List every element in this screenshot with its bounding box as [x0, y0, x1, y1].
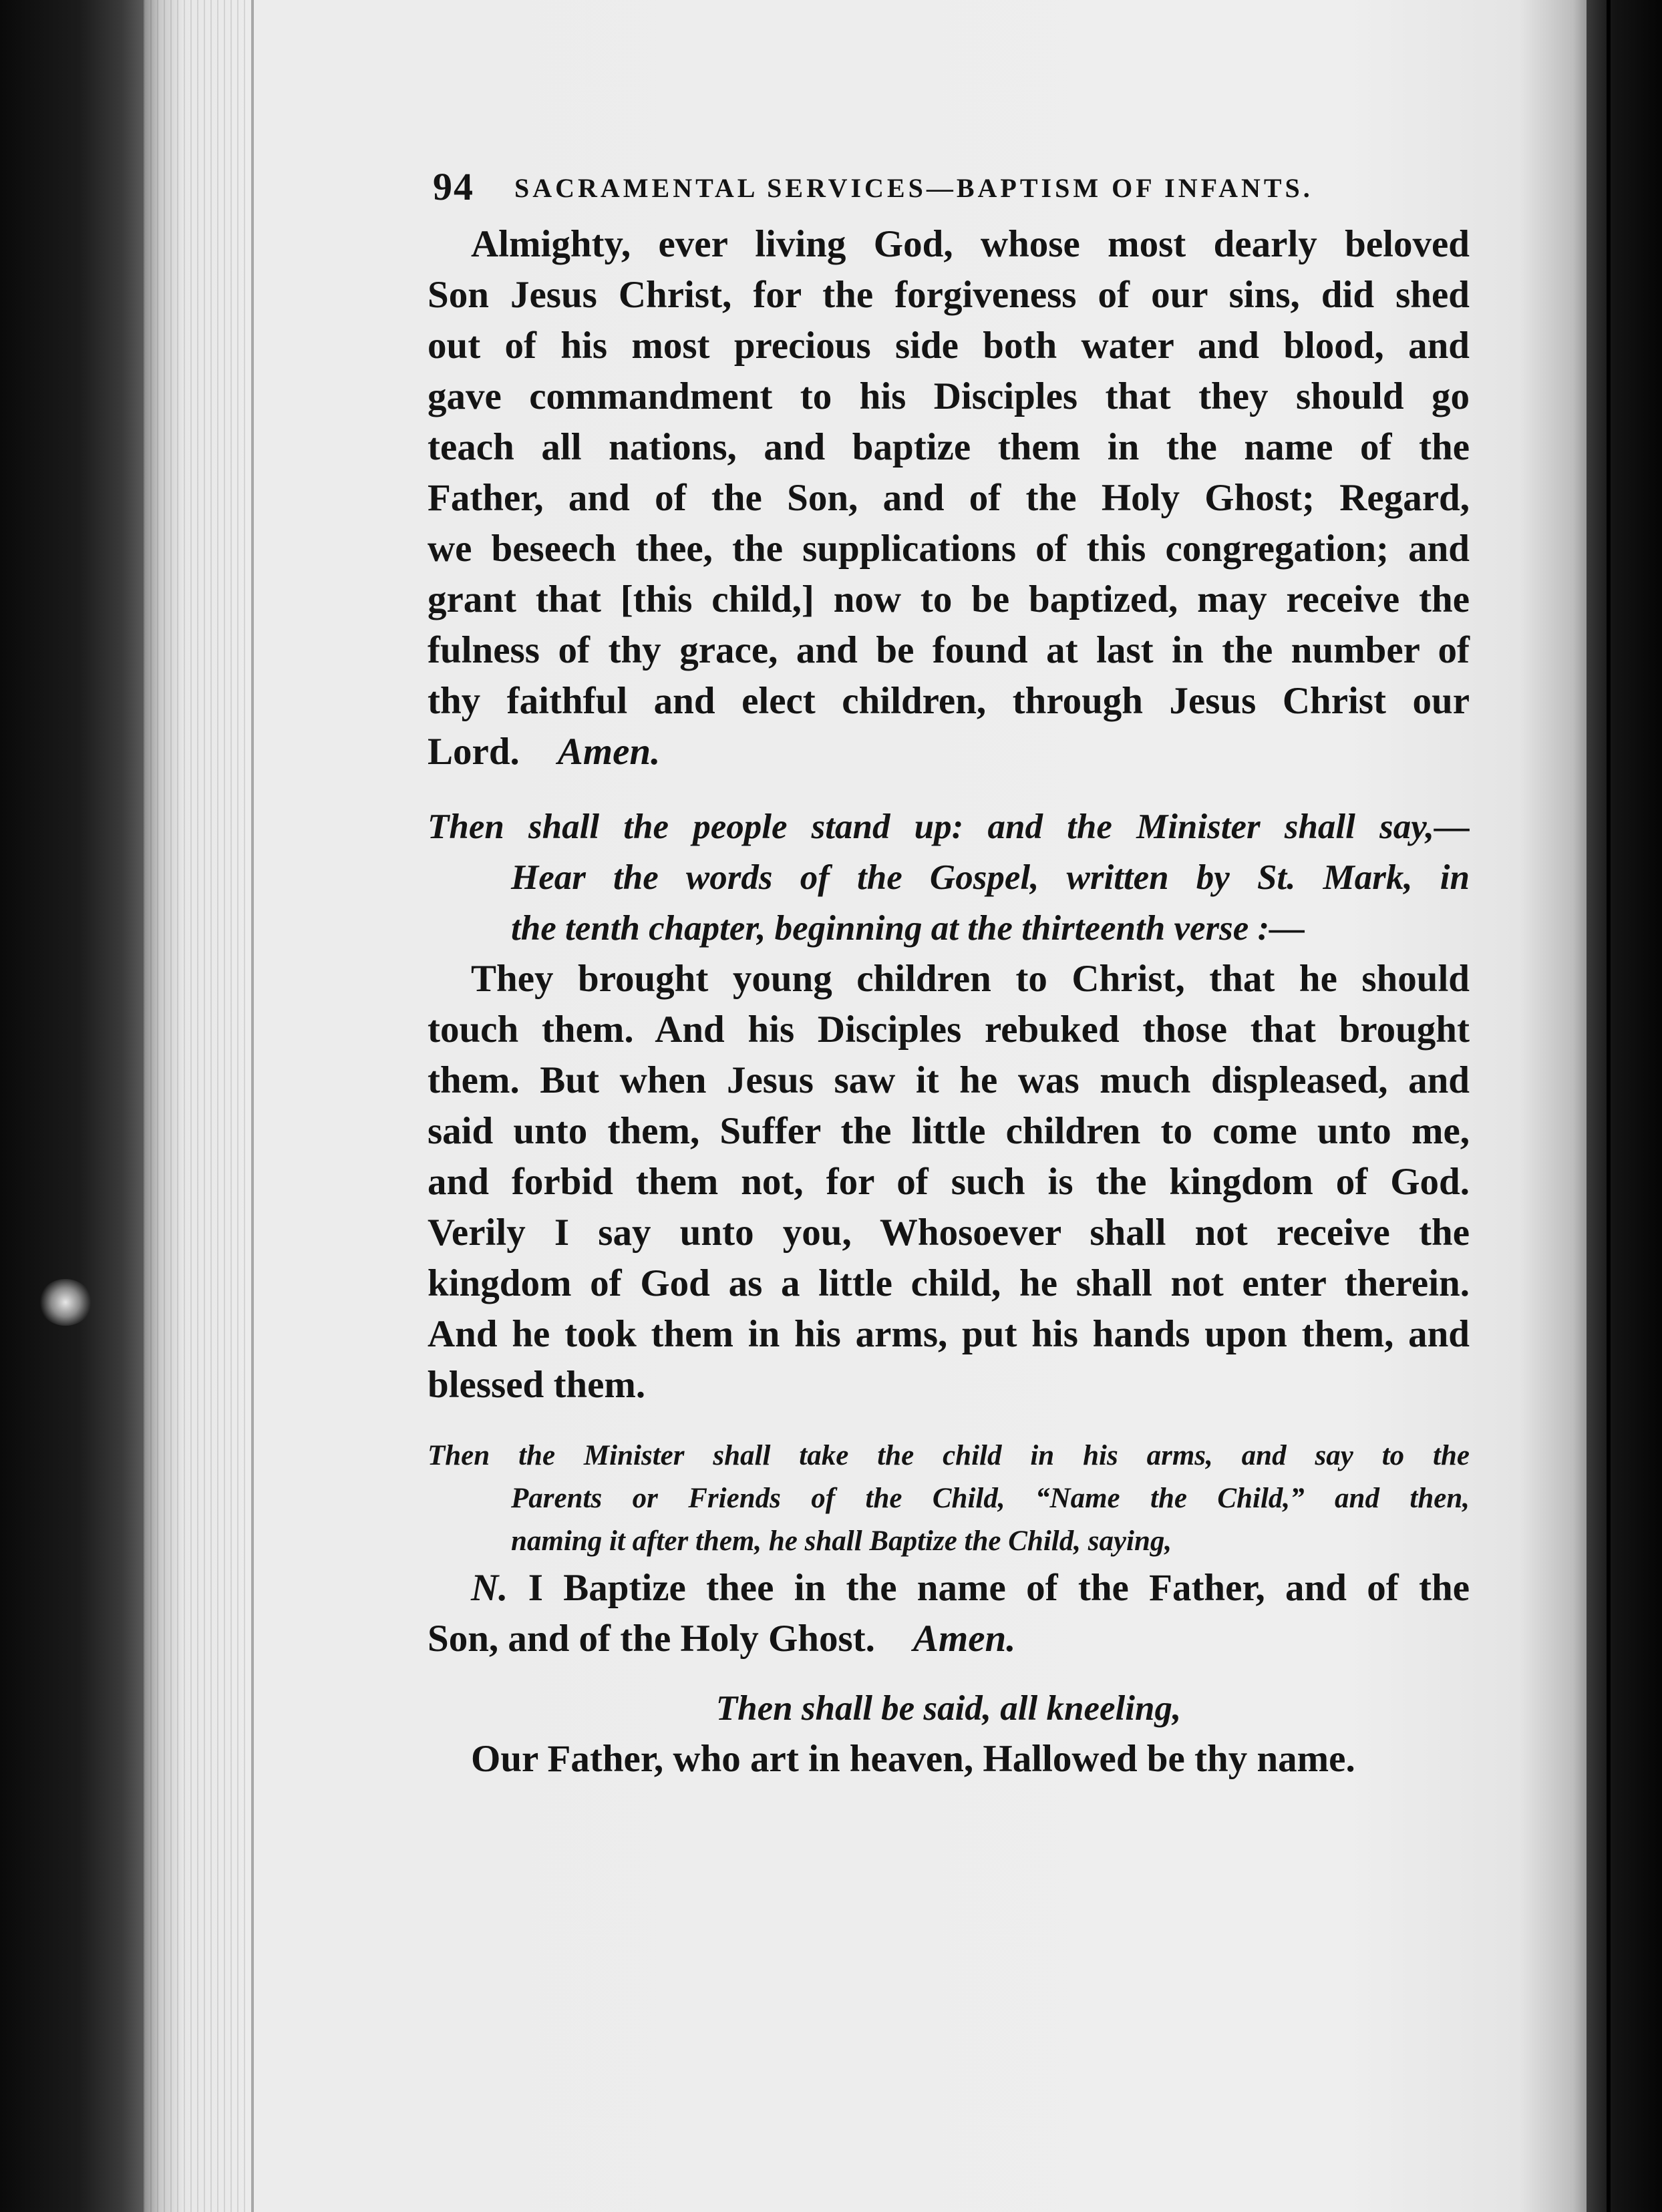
- page-edges: [144, 0, 251, 2212]
- baptism-line: [428, 1614, 1470, 1664]
- rubric-line: Hear the words of the Gospel, written by St. Mark, in: [511, 858, 1470, 897]
- collect-line: gave commandment to his Disciples that they should go: [428, 375, 1470, 417]
- collect-paragraph: [428, 219, 1470, 777]
- collect-line: thy faithful and elect children, through Jesus Christ our: [428, 680, 1470, 722]
- collect-line: fulness of thy grace, and be found at last in the number of: [428, 629, 1470, 671]
- running-title: SACRAMENTAL SERVICES—BAPTISM OF INFANTS.: [514, 173, 1313, 203]
- gospel-line: blessed them.: [428, 1364, 646, 1406]
- paper-stain: [39, 1279, 92, 1326]
- baptism-text: I Baptize thee in the name of the Father, and of the: [528, 1567, 1470, 1609]
- collect-last-word: Lord.: [428, 731, 520, 773]
- rubric-line: naming it after them, he shall Baptize the Child, saying,: [511, 1525, 1172, 1557]
- rubric-baptize: [428, 1435, 1470, 1563]
- rubric-line: Then shall the people stand up: and the Minister shall say,—: [428, 807, 1470, 846]
- collect-line: Son Jesus Christ, for the forgiveness of our sins, did shed: [428, 274, 1470, 316]
- collect-line: out of his most precious side both water and blood, and: [428, 325, 1470, 367]
- baptism-line: [428, 1563, 1470, 1614]
- rubric-kneel: Then shall be said, all kneeling,: [715, 1689, 1182, 1728]
- collect-amen: Amen.: [557, 731, 661, 773]
- page-number: 94: [433, 165, 474, 208]
- rubric-gospel: [428, 801, 1470, 954]
- gospel-line: They brought young children to Christ, that he should: [471, 958, 1470, 1000]
- lords-prayer-line: Our Father, who art in heaven, Hallowed be thy name.: [471, 1738, 1355, 1780]
- collect-line: Father, and of the Son, and of the Holy Ghost; Regard,: [428, 477, 1470, 519]
- name-mark: N.: [471, 1567, 508, 1609]
- gospel-line: and forbid them not, for of such is the kingdom of God.: [428, 1161, 1470, 1203]
- baptism-formula: [428, 1563, 1470, 1664]
- right-edge-line: [1607, 0, 1611, 2212]
- gutter-line: [251, 0, 254, 2212]
- gospel-line: kingdom of God as a little child, he shall not enter therein.: [428, 1262, 1470, 1304]
- collect-line: Almighty, ever living God, whose most dearly beloved: [471, 223, 1470, 265]
- right-page-edge: [1587, 0, 1662, 2212]
- collect-line: grant that [this child,] now to be baptized, may receive the: [428, 578, 1470, 620]
- baptism-text: Son, and of the Holy Ghost.: [428, 1618, 875, 1660]
- page-header: [428, 152, 1470, 219]
- collect-line: we beseech thee, the supplications of this congregation; and: [428, 528, 1470, 570]
- collect-last-line: [428, 727, 1470, 777]
- page-text: [428, 152, 1470, 1785]
- gospel-paragraph: [428, 954, 1470, 1411]
- collect-line: teach all nations, and baptize them in the name of the: [428, 426, 1470, 468]
- gospel-line: them. But when Jesus saw it he was much displeased, and: [428, 1059, 1470, 1101]
- gospel-line: And he took them in his arms, put his hands upon them, and: [428, 1313, 1470, 1355]
- gospel-line: said unto them, Suffer the little children to come unto me,: [428, 1110, 1470, 1152]
- gospel-line: touch them. And his Disciples rebuked those that brought: [428, 1008, 1470, 1051]
- rubric-line: Parents or Friends of the Child, “Name the Child,” and then,: [511, 1483, 1470, 1514]
- baptism-amen: Amen.: [912, 1618, 1016, 1660]
- rubric-line: the tenth chapter, beginning at the thirteenth verse :—: [511, 909, 1305, 948]
- gospel-line: Verily I say unto you, Whosoever shall not receive the: [428, 1212, 1470, 1254]
- book-spine: [0, 0, 144, 2212]
- rubric-line: Then the Minister shall take the child in his arms, and say to the: [428, 1440, 1470, 1471]
